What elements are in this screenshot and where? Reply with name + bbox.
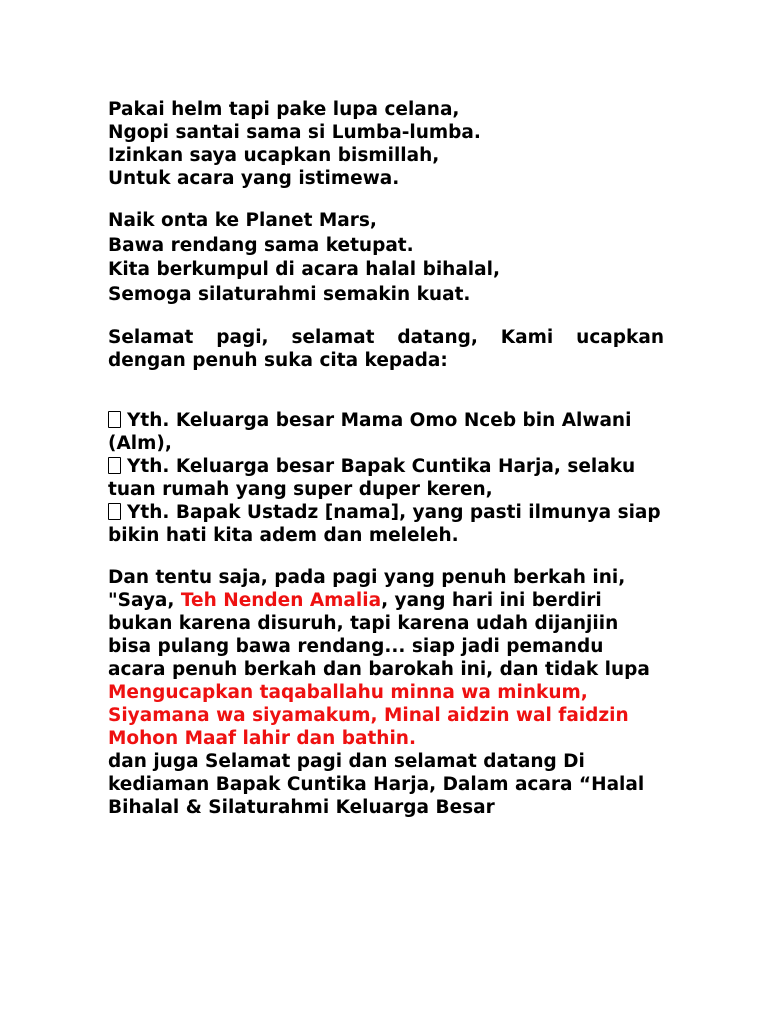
- pantun-line: Bawa rendang sama ketupat.: [108, 234, 414, 256]
- attendee-item: [108, 409, 664, 455]
- pantun-line: Kita berkumpul di acara halal bihalal,: [108, 259, 501, 280]
- pantun-line: Untuk acara yang istimewa.: [108, 168, 400, 189]
- attendee-text: Yth. Bapak Ustadz [nama], yang pasti ilmunya siap bikin hati kita adem dan meleleh.: [108, 502, 661, 546]
- document-page: [108, 98, 664, 819]
- attendee-list: [108, 409, 664, 547]
- eid-blessing: Mengucapkan taqaballahu minna wa minkum, Siyamana wa siyamakum, Minal aidzin wal faidzin Mohon Maaf lahir dan bathin.: [108, 682, 629, 749]
- host-description: , yang hari ini berdiri bukan karena disuruh, tapi karena udah dijanjiin bisa pulang bawa rendang... siap jadi pemandu acara penuh berkah dan barokah ini, dan tidak lupa: [108, 590, 650, 680]
- closing-final: dan juga Selamat pagi dan selamat datang Di kediaman Bapak Cuntika Harja, Dalam acara “Halal Bihalal & Silaturahmi Keluarga Besar: [108, 751, 645, 818]
- host-introduction: [108, 589, 664, 750]
- checkbox-bullet-icon: [108, 457, 121, 474]
- checkbox-bullet-icon: [108, 411, 121, 428]
- host-name: Teh Nenden Amalia: [180, 590, 382, 611]
- attendee-item: [108, 455, 664, 501]
- closing-section: [108, 566, 664, 819]
- greeting-paragraph: Selamat pagi, selamat datang, Kami ucapkan dengan penuh suka cita kepada:: [108, 327, 664, 371]
- quote-open: "Saya,: [108, 590, 181, 611]
- attendee-item: [108, 501, 664, 547]
- attendee-text: Yth. Keluarga besar Mama Omo Nceb bin Alwani (Alm),: [108, 410, 632, 454]
- pantun-line: Naik onta ke Planet Mars,: [108, 210, 377, 231]
- pantun-stanza-2: [108, 209, 664, 307]
- pantun-line: Izinkan saya ucapkan bismillah,: [108, 145, 440, 166]
- pantun-line: Pakai helm tapi pake lupa celana,: [108, 99, 460, 120]
- pantun-line: Semoga silaturahmi semakin kuat.: [108, 283, 471, 305]
- closing-intro: Dan tentu saja, pada pagi yang penuh berkah ini,: [108, 567, 626, 588]
- attendee-text: Yth. Keluarga besar Bapak Cuntika Harja, selaku tuan rumah yang super duper keren,: [108, 456, 636, 500]
- pantun-stanza-1: [108, 98, 664, 190]
- checkbox-bullet-icon: [108, 503, 121, 520]
- pantun-line: Ngopi santai sama si Lumba-lumba.: [108, 122, 481, 143]
